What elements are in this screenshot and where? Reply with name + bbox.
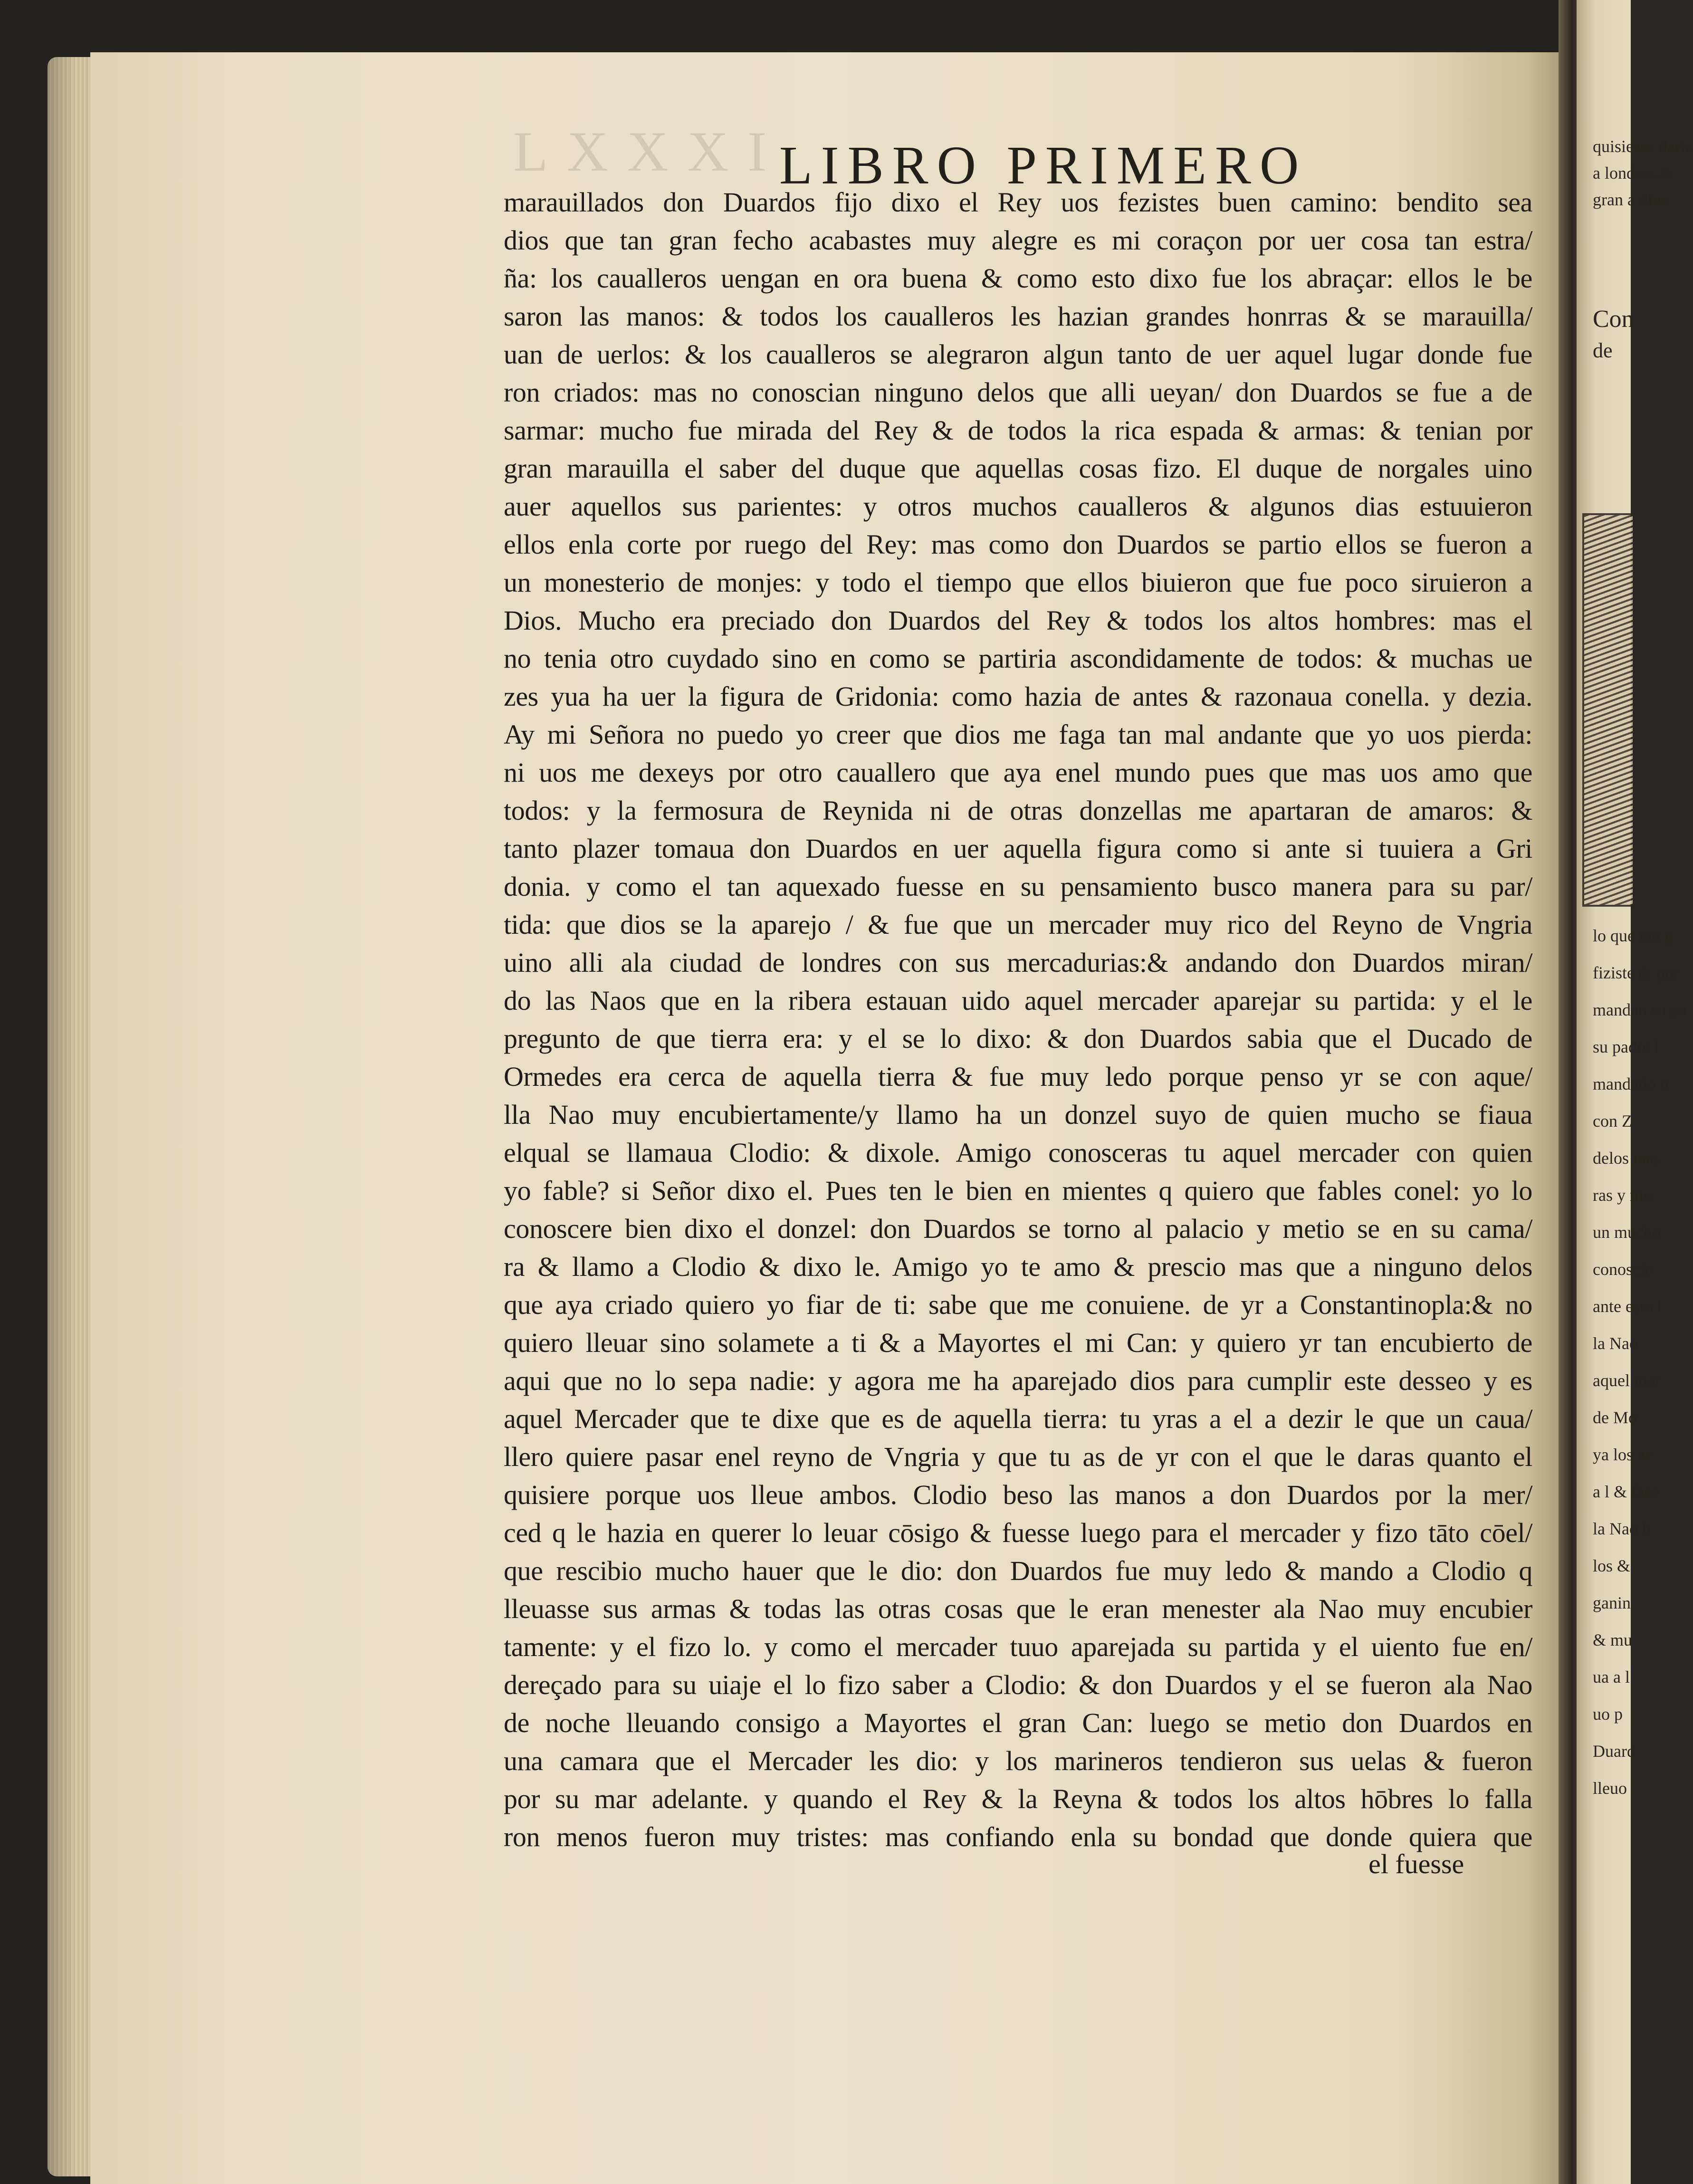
facing-page-line: con Z [1593,1111,1632,1130]
text-line: sarmar: mucho fue mirada del Rey & de todos la rica espada & armas: & tenian por [504,415,1532,446]
facing-page-top-text [1593,133,1693,213]
facing-page-initial: Con [1593,306,1634,333]
facing-page-line: la Nao h [1593,1519,1651,1538]
text-line: de noche lleuando consigo a Mayortes el gran Can: luego se metio don Duardos en [504,1707,1532,1738]
text-line: por su mar adelante. y quando el Rey & la Reyna & todos los altos hōbres lo falla [504,1783,1532,1814]
facing-page-line: su padre l [1593,1037,1659,1056]
text-line: aquel Mercader que te dixe que es de aquella tierra: tu yras a el a dezir le que un caua/ [504,1403,1532,1434]
facing-page-line: ua a l [1593,1667,1630,1686]
facing-page-line: de Mo [1593,1408,1637,1427]
facing-page-line: & mu [1593,1630,1633,1649]
facing-page-line: quisiesse daria [1593,137,1693,156]
facing-page-line: ante esto l [1593,1297,1662,1316]
facing-page-line: lo que tan g [1593,926,1673,945]
text-line: zes yua ha uer la figura de Gridonia: como hazia de antes & razonaua conella. y dezia. [504,681,1532,712]
text-line: aqui que no lo sepa nadie: y agora me ha aparejado dios para cumplir este desseo y es [504,1365,1532,1396]
text-line: elqual se llamaua Clodio: & dixole. Amigo conosceras tu aquel mercader con quien [504,1137,1532,1168]
facing-page-line: la Nao [1593,1334,1638,1353]
facing-page-line: los & [1593,1556,1631,1575]
facing-page-bottom-text [1593,917,1687,1807]
text-line: tida: que dios se la aparejo / & fue que un mercader muy rico del Reyno de Vngria [504,909,1532,940]
text-line: tamente: y el fizo lo. y como el mercader tuuo aparejada su partida y el uiento fue en/ [504,1631,1532,1662]
text-line: donia. y como el tan aquexado fuesse en su pensamiento busco manera para su par/ [504,871,1532,902]
facing-page-line: mandan su pa [1593,1000,1687,1019]
text-line: ron criados: mas no conoscian ninguno delos que alli ueyan/ don Duardos se fue a de [504,377,1532,408]
text-line: marauillados don Duardos fijo dixo el Rey uos fezistes buen camino: bendito sea [504,187,1532,218]
facing-page-line: conoscie [1593,1260,1653,1279]
text-line: ni uos me dexeys por otro cauallero que aya enel mundo pues que mas uos amo que [504,757,1532,788]
text-line: conoscere bien dixo el donzel: don Duardos se torno al palacio y metio se en su cama/ [504,1213,1532,1244]
facing-page-line: lleuo [1593,1779,1627,1798]
text-line: auer aquellos sus parientes: y otros muchos caualleros & algunos dias estuuieron [504,491,1532,522]
facing-page-line: ras y mu [1593,1186,1652,1205]
text-line: quiero lleuar sino solamete a ti & a Mayortes el mi Can: y quiero yr tan encubierto de [504,1327,1532,1358]
text-line: tanto plazer tomaua don Duardos en uer aquella figura como si ante si tuuiera a Gri [504,833,1532,864]
text-line: ellos enla corte por ruego del Rey: mas como don Duardos se partio ellos se fueron a [504,529,1532,560]
main-text-block [504,183,1532,1856]
text-line: ron menos fueron muy tristes: mas confiando enla su bondad que donde quiera que [504,1821,1532,1852]
facing-page-woodcut [1582,513,1635,907]
text-line: ra & llamo a Clodio & dixo le. Amigo yo te amo & prescio mas que a ninguno delos [504,1251,1532,1282]
text-line: ña: los caualleros uengan en ora buena & como esto dixo fue los abraçar: ellos le be [504,263,1532,294]
text-line: do las Naos que en la ribera estauan uido aquel mercader aparejar su partida: y el le [504,985,1532,1016]
text-line: Ormedes era cerca de aquella tierra & fue muy ledo porque penso yr se con aque/ [504,1061,1532,1092]
facing-page-line: delos uno [1593,1149,1659,1168]
text-line: que rescibio mucho hauer que le dio: don Duardos fue muy ledo & mando a Clodio q [504,1555,1532,1586]
text-line: saron las manos: & todos los caualleros les hazian grandes honrras & se marauilla/ [504,301,1532,332]
text-line: que aya criado quiero yo fiar de ti: sabe que me conuiene. de yr a Constantinopla:& no [504,1289,1532,1320]
text-line: todos: y la fermosura de Reynida ni de otras donzellas me apartaran de amaros: & [504,795,1532,826]
facing-page-line: gran a dios [1593,190,1668,209]
text-line: Dios. Mucho era preciado don Duardos del Rey & todos los altos hombres: mas el [504,605,1532,636]
text-line: no tenia otro cuydado sino en como se partiria ascondidamente de todos: & muchas ue [504,643,1532,674]
text-line: llero quiere pasar enel reyno de Vngria y que tu as de yr con el que le daras quanto el [504,1441,1532,1472]
facing-page-line: un mucho [1593,1223,1661,1242]
text-line: dereçado para su uiaje el lo fizo saber a Clodio: & don Duardos y el se fueron ala Nao [504,1669,1532,1700]
facing-page-line: Duard [1593,1742,1636,1761]
page-edge-shadow [48,57,95,2176]
text-line: un monesterio de monjes: y todo el tiempo que ellos biuieron que fue poco siruieron a [504,567,1532,598]
text-line: uan de uerlos: & los caualleros se alegraron algun tanto de uer aquel lugar donde fue [504,339,1532,370]
text-line: yo fable? si Señor dixo el. Pues ten le bien en mientes q quiero que fables conel: yo lo [504,1175,1532,1206]
facing-page-line: a londres & [1593,163,1673,182]
catchword: el fuesse [1368,1849,1464,1879]
text-line: lleuasse sus armas & todas las otras cosas que le eran menester ala Nao muy encubier [504,1593,1532,1624]
facing-page-line: ya los ac [1593,1445,1653,1464]
text-line: gran marauilla el saber del duque que aquellas cosas fizo. El duque de norgales uino [504,453,1532,484]
text-line: Ay mi Señora no puedo yo creer que dios me faga tan mal andante que yo uos pierda: [504,719,1532,750]
text-line: pregunto de que tierra era: y el se lo dixo: & don Duardos sabia que el Ducado de [504,1023,1532,1054]
text-line: ced q le hazia en querer lo leuar cōsigo & fuesse luego para el mercader y fizo tāto cōel/ [504,1517,1532,1548]
text-line: dios que tan gran fecho acabastes muy alegre es mi coraçon por uer cosa tan estra/ [504,225,1532,256]
facing-page-line: a l & face [1593,1482,1660,1501]
text-line: lla Nao muy encubiertamente/y llamo ha un donzel suyo de quien mucho se fiaua [504,1099,1532,1130]
facing-page-line: ganin [1593,1593,1631,1612]
facing-page-initial-sub: de [1593,339,1613,362]
facing-page-line: uo p [1593,1705,1623,1724]
running-head: LIBRO PRIMERO [779,135,1308,195]
show-through-folio: LXXXI [513,120,786,183]
facing-page-line: aquel mer [1593,1371,1661,1390]
facing-page-line: mandado u [1593,1074,1668,1093]
text-line: quisiere porque uos lleue ambos. Clodio beso las manos a don Duardos por la mer/ [504,1479,1532,1510]
facing-page-line: fiziste & por [1593,963,1679,982]
text-line: uino alli ala ciudad de londres con sus mercadurias:& andando don Duardos miran/ [504,947,1532,978]
text-line: una camara que el Mercader les dio: y los marineros tendieron sus uelas & fueron [504,1745,1532,1776]
